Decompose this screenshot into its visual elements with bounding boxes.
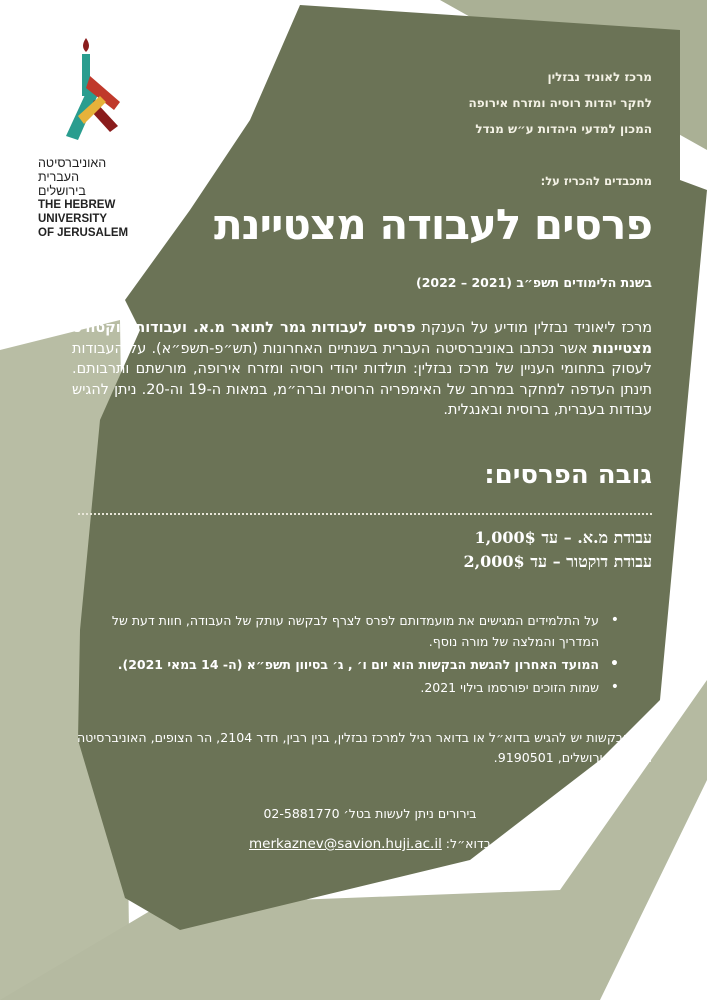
intro-paragraph — [72, 318, 652, 421]
email-link[interactable]: merkaznev@savion.huji.ac.il — [248, 836, 442, 852]
center-name: מרכז לאוניד נבזלין — [547, 70, 652, 84]
requirements-list — [79, 610, 619, 700]
logo-line-en-2: UNIVERSITY — [38, 213, 108, 225]
prize-ma: עבודת מ.א. – עד 1,000$ — [474, 528, 652, 547]
logo-line-he-2: העברית — [38, 170, 79, 184]
list-item: • שמות הזוכים יפורסמו בילוי 2021. — [79, 677, 619, 698]
prize-phd: עבודת דוקטור – עד 2,000$ — [463, 552, 652, 571]
intro-part-2: אשר נכתבו באוניברסיטה העברית בשנתיים האחרונות (תש״פ-תשפ״א). על העבודות לעסוק בתחומי העניין של מרכז נבזלין: תולדות יהודי רוסיה ומזרח אירופה, מורשתם ותרבותם. תינתן העדפה למחקר במרחב של האימפריה הרוסית וברה״מ, במאות ה-19 וה-20. ניתן להגיש עבודות בעברית, ברוסית ובאנגלית. — [72, 340, 652, 418]
submission-info: את הבקשות יש להגיש בדוא״ל או בדואר רגיל למרכז נבזלין, בנין רבין, חדר 2104, הר הצופים, האוניברסיטה העברית, ירושלים, 9190501. — [76, 730, 652, 765]
center-header — [72, 64, 652, 142]
intro-part-1: מרכז ליאוניד נבזלין מודיע על הענקת — [415, 320, 652, 336]
email-contact — [180, 836, 560, 852]
email-label: בדוא״ל: — [441, 836, 491, 851]
logo-line-he-1: האוניברסיטה — [38, 156, 107, 170]
logo-line-he-3: בירושלים — [38, 184, 86, 198]
phone-contact: בירורים ניתן לעשות בטל׳ 02-5881770 — [263, 806, 477, 821]
list-item-deadline: • המועד האחרון להגשת הבקשות הוא יום ו׳ , ג׳ בסיוון תשפ״א (ה- 14 במאי 2021). — [79, 654, 619, 675]
list-item: • על התלמידים המגישים את מועמדותם לפרס לצרף לבקשה עותק של העבודה, חוות דעת של המדריך והמלצה של מורה נוסף. — [79, 610, 619, 652]
page-title: פרסים לעבודה מצטיינת — [213, 200, 652, 249]
announce-text: מתכבדים להכריז על: — [540, 174, 652, 188]
dotted-divider — [78, 513, 652, 515]
logo-line-en-1: THE HEBREW — [38, 199, 116, 211]
intro-bold: פרסים לעבודות גמר לתואר מ.א. ועבודות דוקטורט מצטיינות — [72, 320, 652, 357]
academic-year: בשנת הלימודים תשפ״ב (2021 – 2022) — [416, 275, 652, 290]
institute-name: המכון למדעי היהדות ע״ש מנדל — [475, 122, 652, 136]
logo-line-en-3: OF JERUSALEM — [38, 227, 129, 239]
prize-heading: גובה הפרסים: — [484, 460, 652, 490]
center-subtitle: לחקר יהדות רוסיה ומזרח אירופה — [468, 96, 652, 110]
prize-list — [72, 526, 652, 574]
